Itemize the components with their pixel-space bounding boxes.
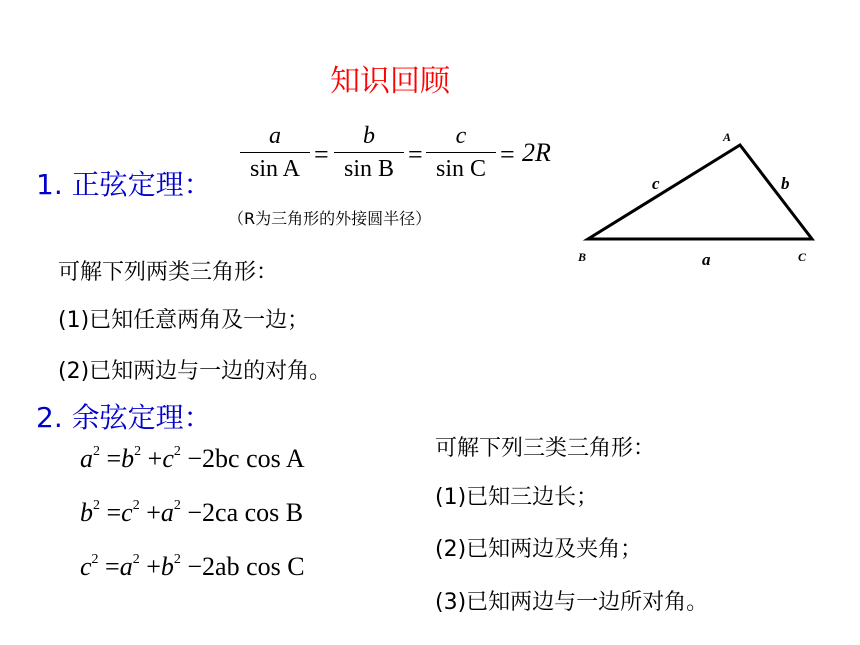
cosine-formula-a: $a^2 =b^2 +c^2 -2bc$ cos A — [80, 444, 305, 473]
cosine-formula-c: $c^2 =a^2 +b^2 -2ab$ cos C — [80, 552, 305, 581]
denominator-sinC: sin C — [435, 156, 486, 182]
cosine-formula-b: $b^2 =c^2 +a^2 -2ca$ cos B — [80, 498, 304, 527]
numerator-a: a — [269, 123, 281, 149]
circumradius-note: （R为三角形的外接圆半径） — [228, 209, 432, 228]
equals-sign: = — [314, 140, 329, 169]
denominator-sinA: sin A — [249, 156, 300, 182]
sine-law-intro: 可解下列两类三角形： — [58, 260, 279, 285]
sine-case-1: (1)已知任意两角及一边； — [58, 308, 310, 333]
side-b-label: b — [781, 174, 790, 193]
fraction-c-sinC — [426, 122, 496, 183]
cosine-law-intro: 可解下列三类三角形： — [435, 436, 656, 461]
cosine-case-2: (2)已知两边及夹角； — [435, 537, 643, 562]
vertex-A-label: A — [723, 130, 732, 144]
equals-sign: = — [500, 140, 515, 169]
denominator-sinB: sin B — [343, 156, 394, 182]
fraction-b-sinB — [334, 122, 404, 183]
fraction-a-sinA — [240, 122, 310, 183]
cosine-case-1: (1)已知三边长； — [435, 485, 599, 510]
numerator-b: b — [363, 123, 375, 149]
fraction-bar — [240, 152, 310, 153]
fraction-bar — [426, 152, 496, 153]
sine-law-heading: 1. 正弦定理： — [36, 168, 212, 201]
fraction-bar — [334, 152, 404, 153]
vertex-C-label: C — [798, 250, 807, 264]
triangle-diagram — [570, 125, 830, 275]
side-a-label: a — [702, 250, 711, 269]
sine-case-2: (2)已知两边与一边的对角。 — [58, 359, 332, 384]
side-c-label: c — [652, 174, 660, 193]
circumradius-2R: 2R — [522, 138, 551, 167]
page-title: 知识回顾 — [330, 64, 450, 99]
equals-sign: = — [408, 140, 423, 169]
numerator-c: c — [455, 123, 467, 149]
cosine-law-heading: 2. 余弦定理： — [36, 401, 212, 434]
cosine-case-3: (3)已知两边与一边所对角。 — [435, 590, 709, 615]
triangle-shape — [588, 145, 812, 239]
vertex-B-label: B — [578, 250, 587, 264]
